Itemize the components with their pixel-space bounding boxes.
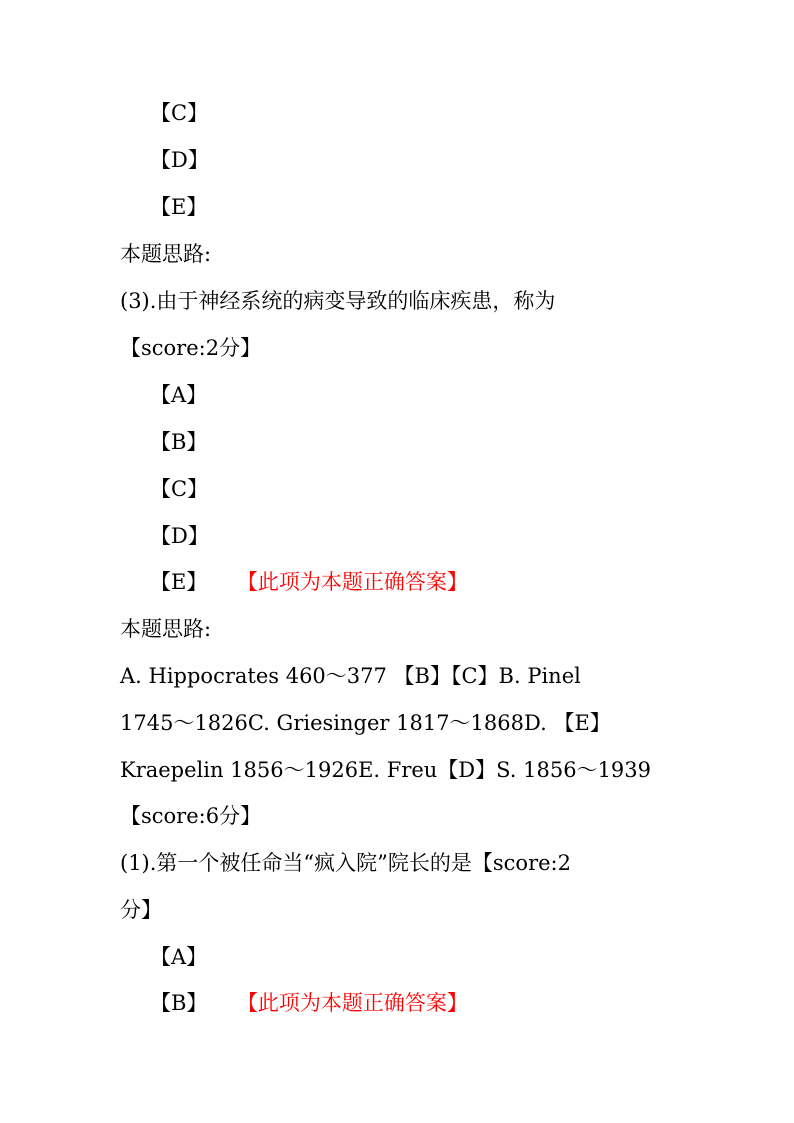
q3-option-a: 【A】 <box>150 383 208 407</box>
group-options-line-3: Kraepelin 1856～1926E. Freu【D】S. 1856～1939 <box>120 758 652 782</box>
q3-option-e: 【E】 【此项为本题正确答案】 <box>150 570 468 594</box>
question-1-stem: (1).第一个被任命当“疯入院”院长的是【score:2 <box>120 851 571 875</box>
option-e: 【E】 <box>150 195 208 219</box>
option-d: 【D】 <box>150 148 209 172</box>
q1-option-a: 【A】 <box>150 945 208 969</box>
question-1-stem-cont: 分】 <box>120 898 162 922</box>
question-3-score: 【score:2分】 <box>120 336 262 360</box>
question-3-stem: (3).由于神经系统的病变导致的临床疾患，称为 <box>120 289 556 313</box>
analysis-label: 本题思路: <box>120 617 212 641</box>
q3-option-b: 【B】 <box>150 430 208 454</box>
analysis-label: 本题思路: <box>120 242 212 266</box>
correct-answer-mark: 【此项为本题正确答案】 <box>247 570 468 594</box>
group-options-line-1: A. Hippocrates 460～377 【B】【C】B. Pinel <box>120 664 581 688</box>
group-score: 【score:6分】 <box>120 804 262 828</box>
q3-option-c: 【C】 <box>150 477 209 501</box>
correct-answer-mark: 【此项为本题正确答案】 <box>247 991 468 1015</box>
q1-option-b: 【B】 【此项为本题正确答案】 <box>150 991 468 1015</box>
q3-option-d: 【D】 <box>150 524 209 548</box>
group-options-line-2: 1745～1826C. Griesinger 1817～1868D. 【E】 <box>120 711 611 735</box>
option-c: 【C】 <box>150 101 209 125</box>
